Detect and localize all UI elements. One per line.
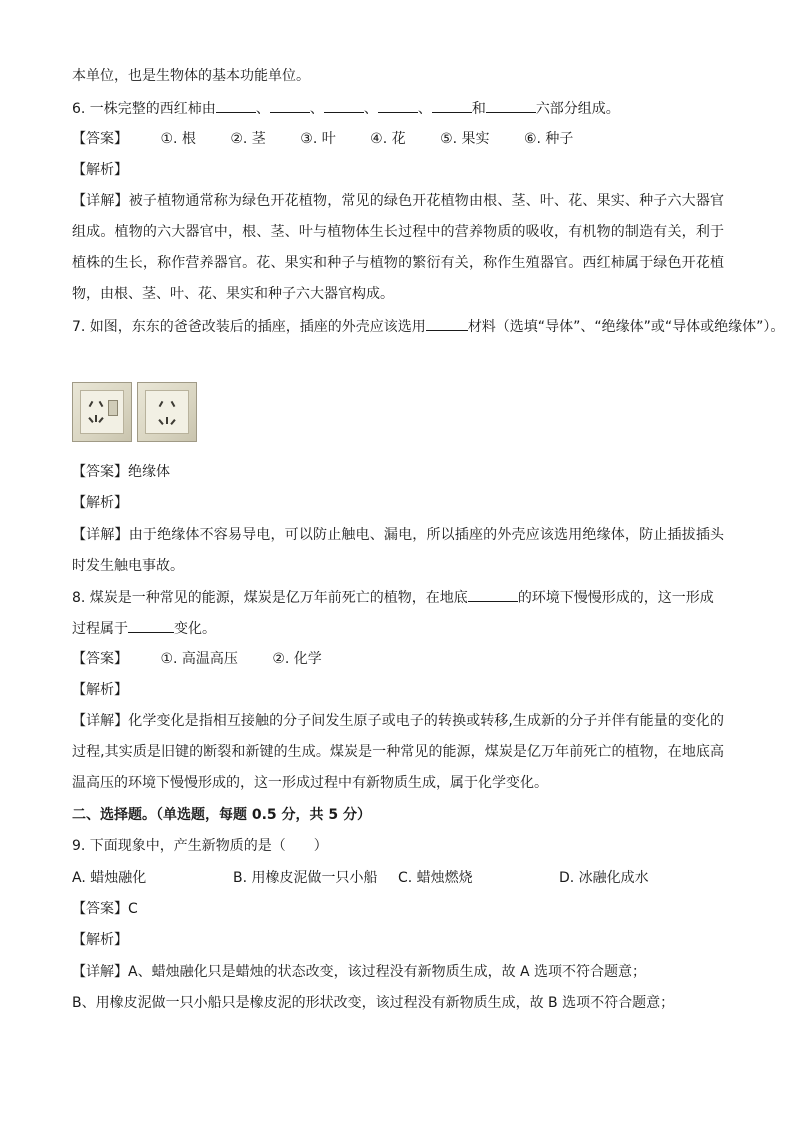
analysis-heading: 【解析】	[72, 162, 128, 178]
analysis-heading: 【解析】	[72, 932, 128, 948]
detail-line: 【详解】A、蜡烛融化只是蜡烛的状态改变，该过程没有新物质生成，故 A 选项不符合题意；	[72, 964, 647, 980]
answer-item: ⑤. 果实	[440, 131, 490, 147]
answer-q9: 【答案】C	[72, 901, 138, 917]
separator: 、	[255, 101, 270, 117]
answer-blank	[324, 98, 364, 113]
question-text-end: 材料（选填“导体”、“绝缘体”或“导体或绝缘体”）。	[467, 319, 785, 335]
answer-blank	[378, 98, 418, 113]
conjunction: 和	[471, 101, 486, 117]
answer-blank	[486, 98, 536, 113]
socket-with-switch-image	[72, 382, 132, 442]
question-text-end: 变化。	[174, 621, 216, 637]
option-d: D. 冰融化成水	[559, 870, 649, 886]
question-text: 7. 如图，东东的爸爸改装后的插座，插座的外壳应该选用	[72, 319, 426, 335]
text-line: 本单位，也是生物体的基本功能单位。	[72, 68, 310, 84]
option-b: B. 用橡皮泥做一只小船	[233, 870, 378, 886]
detail-paragraph: 【详解】由于绝缘体不容易导电，可以防止触电、漏电，所以插座的外壳应该选用绝缘体，防止插拔插头时发生触电事故。	[72, 527, 724, 574]
answer-blank	[468, 587, 518, 602]
option-a: A. 蜡烛融化	[72, 870, 147, 886]
answer-blank	[270, 98, 310, 113]
separator: 、	[363, 101, 378, 117]
question-text: 6. 一株完整的西红柿由	[72, 101, 216, 117]
answer-item: ①. 高温高压	[160, 651, 238, 667]
answer-item: ②. 化学	[272, 651, 322, 667]
answer-item: ①. 根	[160, 131, 196, 147]
question-7	[72, 316, 784, 337]
answer-blank	[432, 98, 472, 113]
answer-blank	[128, 618, 174, 633]
answer-blank	[216, 98, 256, 113]
answer-tag: 【答案】	[72, 651, 128, 667]
answer-q7: 【答案】绝缘体	[72, 464, 170, 480]
question-text: 过程属于	[72, 621, 128, 637]
socket-figure	[72, 382, 198, 444]
question-text: 的环境下慢慢形成的，这一形成	[517, 590, 714, 606]
question-text: 8. 煤炭是一种常见的能源，煤炭是亿万年前死亡的植物，在地底	[72, 590, 468, 606]
detail-paragraph: 【详解】化学变化是指相互接触的分子间发生原子或电子的转换或转移,生成新的分子并伴有能量的变化的过程,其实质是旧键的断裂和新键的生成。煤炭是一种常见的能源，煤炭是亿万年前死亡的植物，在地底高温高压的环境下慢慢形成的，这一形成过程中有新物质生成，属于化学变化。	[72, 713, 724, 791]
separator: 、	[309, 101, 324, 117]
answer-row-q6	[72, 129, 573, 149]
question-9: 9. 下面现象中，产生新物质的是（ ）	[72, 838, 328, 854]
question-6	[72, 98, 620, 119]
option-c: C. 蜡烛燃烧	[398, 870, 473, 886]
answer-item: ⑥. 种子	[523, 131, 574, 147]
analysis-heading: 【解析】	[72, 495, 128, 511]
answer-item: ③. 叶	[300, 131, 336, 147]
answer-row-q8	[72, 649, 322, 669]
question-8-line-1	[72, 587, 714, 608]
detail-line: B、用橡皮泥做一只小船只是橡皮泥的形状改变，该过程没有新物质生成，故 B 选项不符合题意；	[72, 995, 675, 1011]
detail-paragraph: 【详解】被子植物通常称为绿色开花植物，常见的绿色开花植物由根、茎、叶、花、果实、种子六大器官组成。植物的六大器官中，根、茎、叶与植物体生长过程中的营养物质的吸收，有机物的制造有关，利于植株的生长，称作营养器官。花、果实和种子与植物的繁衍有关，称作生殖器官。西红柿属于绿色开花植物，由根、茎、叶、花、果实和种子六大器官构成。	[72, 193, 724, 302]
answer-item: ②. 茎	[230, 131, 266, 147]
question-8-line-2	[72, 618, 216, 639]
socket-image	[137, 382, 197, 442]
answer-blank	[426, 316, 468, 331]
answer-item: ④. 花	[370, 131, 406, 147]
section-heading: 二、选择题。（单选题，每题 0.5 分，共 5 分）	[72, 807, 372, 823]
separator: 、	[417, 101, 432, 117]
answer-tag: 【答案】	[72, 131, 128, 147]
analysis-heading: 【解析】	[72, 682, 128, 698]
question-text-end: 六部分组成。	[535, 101, 620, 117]
